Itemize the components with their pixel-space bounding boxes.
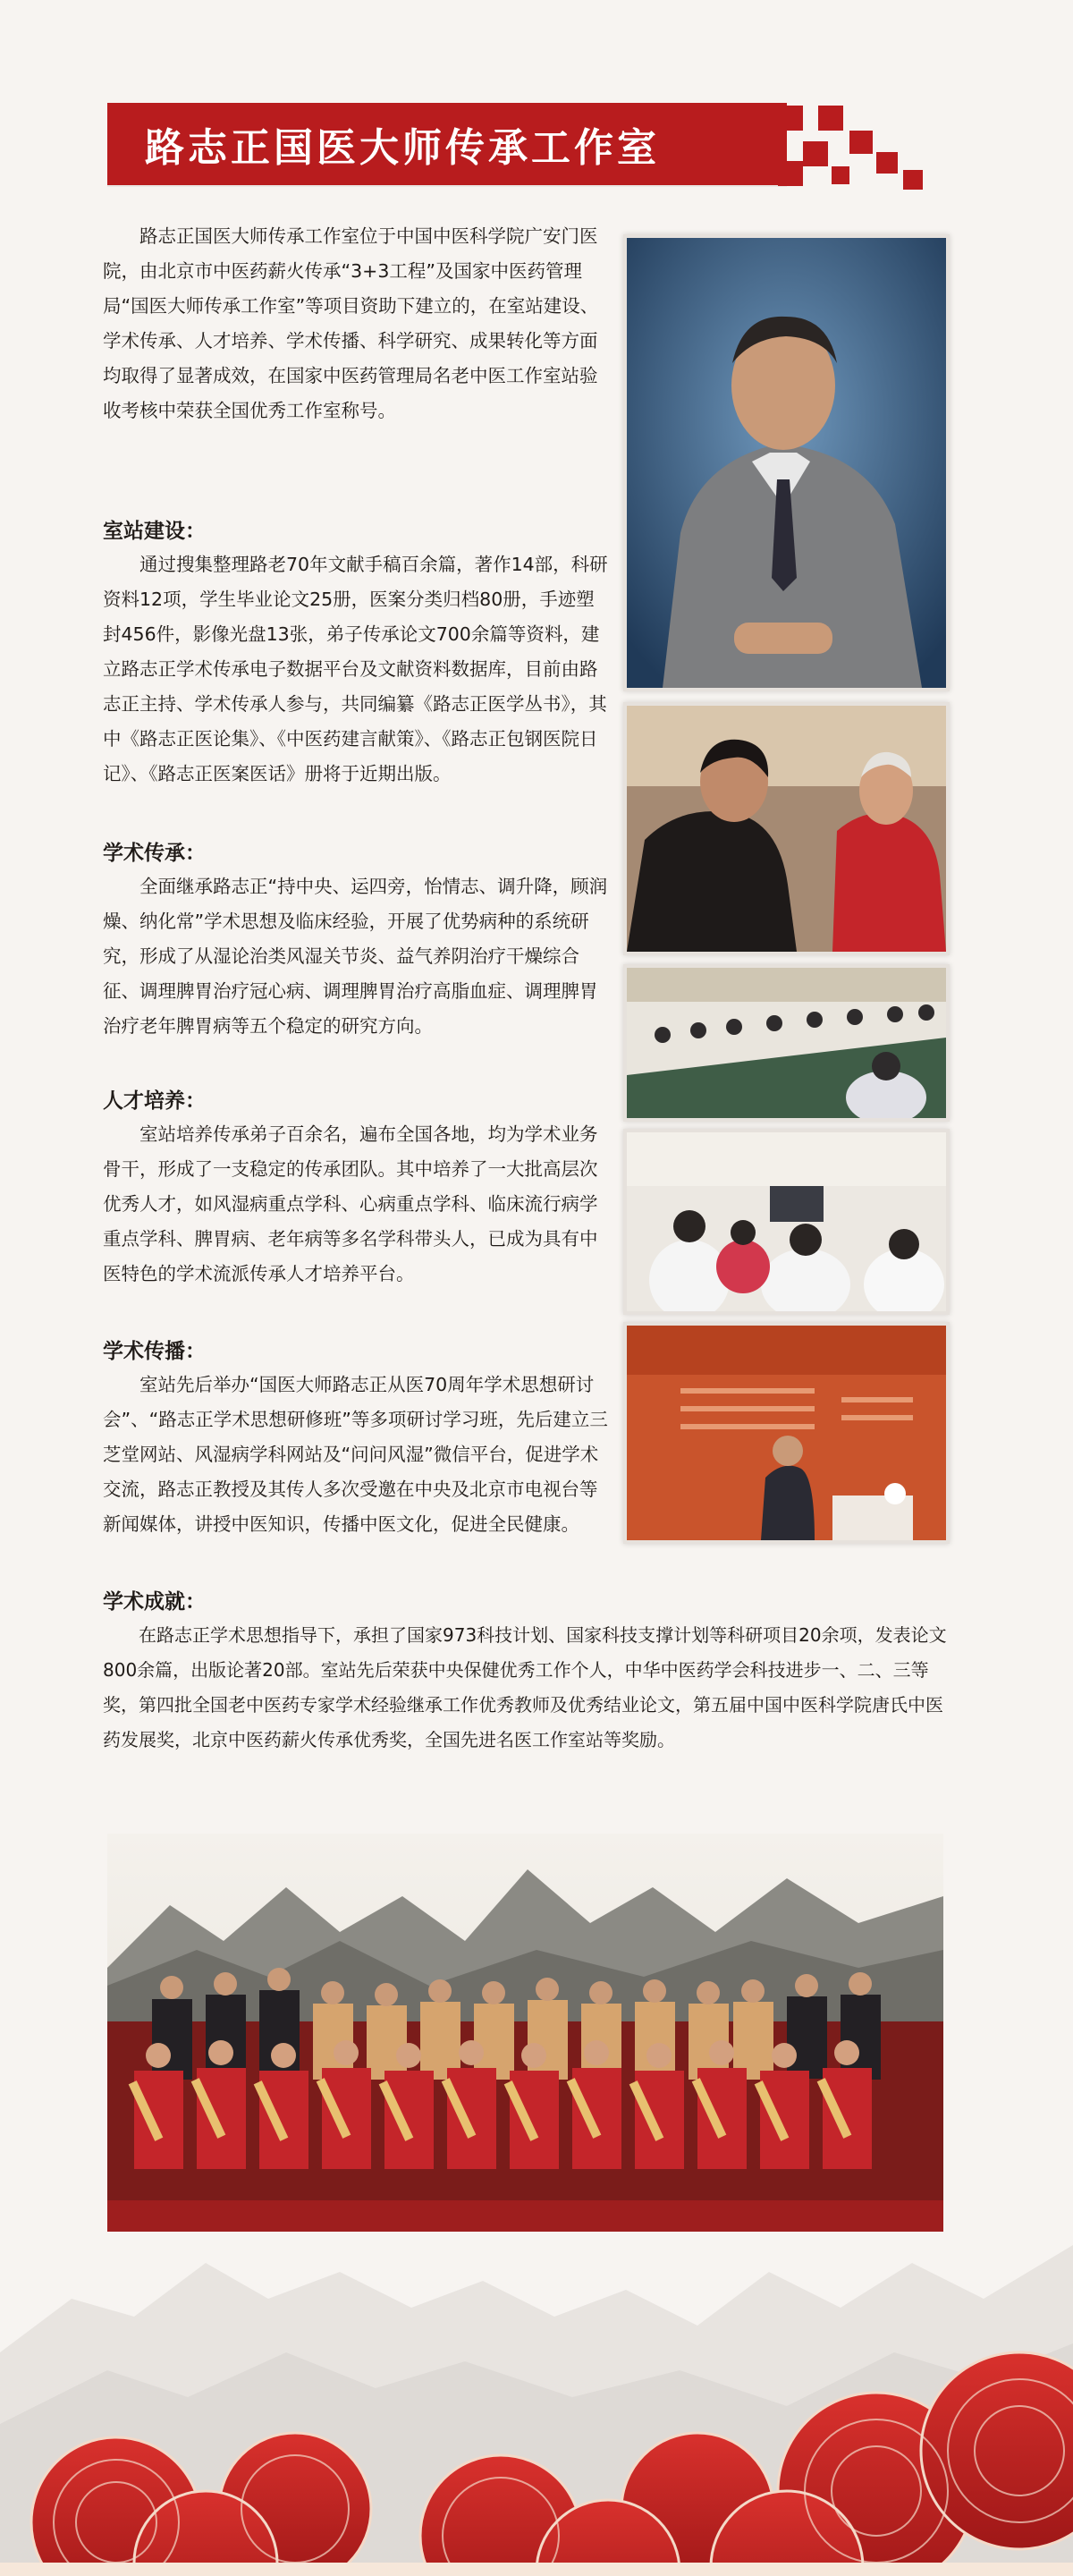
group-photo	[107, 1834, 943, 2232]
clinic-photo	[623, 1129, 950, 1315]
title-banner	[107, 103, 787, 185]
section-body-achievements: 在路志正学术思想指导下，承担了国家973科技计划、国家科技支撑计划等科研项目20余项，发表论文800余篇，出版论著20部。室站先后荣获中央保健优秀工作个人，中华中医药学会科技进步一、二、三等奖，第四批全国老中医药专家学术经验继承工作优秀教师及优秀结业论文，第五届中国中医科学院唐氏中医药发展奖，北京中医药薪火传承优秀奖，全国先进名医工作室站等奖励。	[103, 1624, 947, 1750]
intro-paragraph: 路志正国医大师传承工作室位于中国中医科学院广安门医院，由北京市中医药薪火传承“3+3工程”及国家中医药管理局“国医大师传承工作室”等项目资助下建立的，在室站建设、学术传承、人才培养、学术传播、科学研究、成果转化等方面均取得了显著成效，在国家中医药管理局名老中医工作室站验收考核中荣获全国优秀工作室称号。	[103, 225, 599, 421]
section-body-construction: 通过搜集整理路老70年文献手稿百余篇，著作14部，科研资料12项，学生毕业论文25册，医案分类归档80册，手迹塑封456件，影像光盘13张，弟子传承论文700余篇等资料，建立路志正学术传承电子数据平台及文献资料数据库，目前由路志正主持、学术传承人参与，共同编纂《路志正医学丛书》，其中《路志正医论集》、《中医药建言献策》、《路志正包钢医院日记》、《路志正医案医话》册将于近期出版。	[103, 554, 608, 784]
section-heading-achievements: 学术成就：	[103, 1590, 206, 1614]
section-body-inheritance: 全面继承路志正“持中央、运四旁，怡情志、调升降，顾润燥、纳化常”学术思想及临床经验，开展了优势病种的系统研究，形成了从湿论治类风湿关节炎、益气养阴治疗干燥综合征、调理脾胃治疗冠心病、调理脾胃治疗高脂血症、调理脾胃治疗老年脾胃病等五个稳定的研究方向。	[103, 876, 608, 1037]
section-heading-training: 人才培养：	[103, 1089, 206, 1113]
lecture-photo	[623, 1322, 950, 1544]
award-ceremony-photo	[623, 702, 950, 955]
section-heading-inheritance: 学术传承：	[103, 842, 206, 865]
portrait-photo	[623, 234, 950, 691]
auspicious-clouds-decoration	[0, 2317, 1073, 2576]
meeting-photo	[623, 964, 950, 1122]
section-heading-dissemination: 学术传播：	[103, 1340, 206, 1363]
section-heading-construction: 室站建设：	[103, 520, 206, 543]
title-decoration	[778, 106, 948, 191]
section-body-dissemination: 室站先后举办“国医大师路志正从医70周年学术思想研讨会”、“路志正学术思想研修班”等多项研讨学习班，先后建立三芝堂网站、风湿病学科网站及“问问风湿”微信平台，促进学术交流，路志正教授及其传人多次受邀在中央及北京市电视台等新闻媒体，讲授中医知识，传播中医文化，促进全民健康。	[103, 1374, 608, 1535]
page-title: 路志正国医大师传承工作室	[145, 125, 660, 171]
section-body-training: 室站培养传承弟子百余名，遍布全国各地，均为学术业务骨干，形成了一支稳定的传承团队。其中培养了一大批高层次优秀人才，如风湿病重点学科、心病重点学科、临床流行病学重点学科、脾胃病、老年病等多名学科带头人，已成为具有中医特色的学术流派传承人才培养平台。	[103, 1123, 598, 1284]
